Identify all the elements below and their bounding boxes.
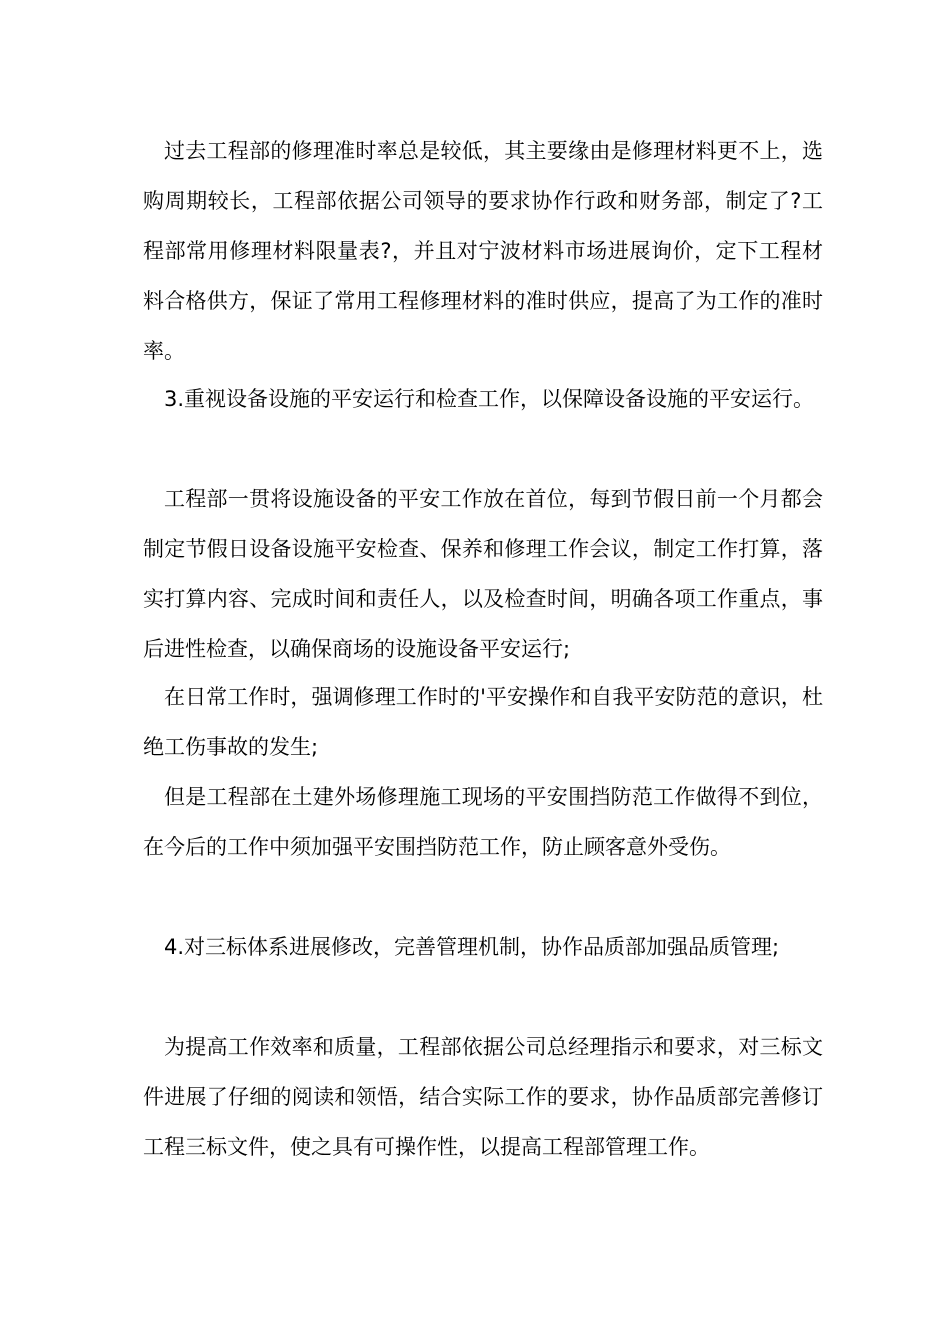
- paragraph-holiday-safety: 工程部一贯将设施设备的平安工作放在首位，每到节假日前一个月都会制定节假日设备设施平安检查、保养和修理工作会议，制定工作打算，落实打算内容、完成时间和责任人，以及检查时间，明确各项工作重点，事后进性检查，以确保商场的设施设备平安运行;: [143, 487, 823, 661]
- paragraph-fence-safety: 但是工程部在土建外场修理施工现场的平安围挡防范工作做得不到位，在今后的工作中须加强平安围挡防范工作，防止顾客意外受伤。: [143, 785, 823, 859]
- paragraph-repair-materials: 过去工程部的修理准时率总是较低，其主要缘由是修理材料更不上，选购周期较长，工程部依据公司领导的要求协作行政和财务部，制定了?工程部常用修理材料限量表?，并且对宁波材料市场进展询价，定下工程材料合格供方，保证了常用工程修理材料的准时供应，提高了为工作的准时率。: [143, 139, 823, 363]
- heading-safety-inspection: 3.重视设备设施的平安运行和检查工作，以保障设备设施的平安运行。: [164, 387, 815, 411]
- heading-three-standard-system: 4.对三标体系进展修改，完善管理机制，协作品质部加强品质管理;: [164, 935, 780, 959]
- paragraph-daily-safety: 在日常工作时，强调修理工作时的'平安操作和自我平安防范的意识，杜绝工伤事故的发生;: [143, 685, 823, 759]
- paragraph-management-efficiency: 为提高工作效率和质量，工程部依据公司总经理指示和要求，对三标文件进展了仔细的阅读和领悟，结合实际工作的要求，协作品质部完善修订工程三标文件，使之具有可操作性，以提高工程部管理工作。: [143, 1035, 823, 1159]
